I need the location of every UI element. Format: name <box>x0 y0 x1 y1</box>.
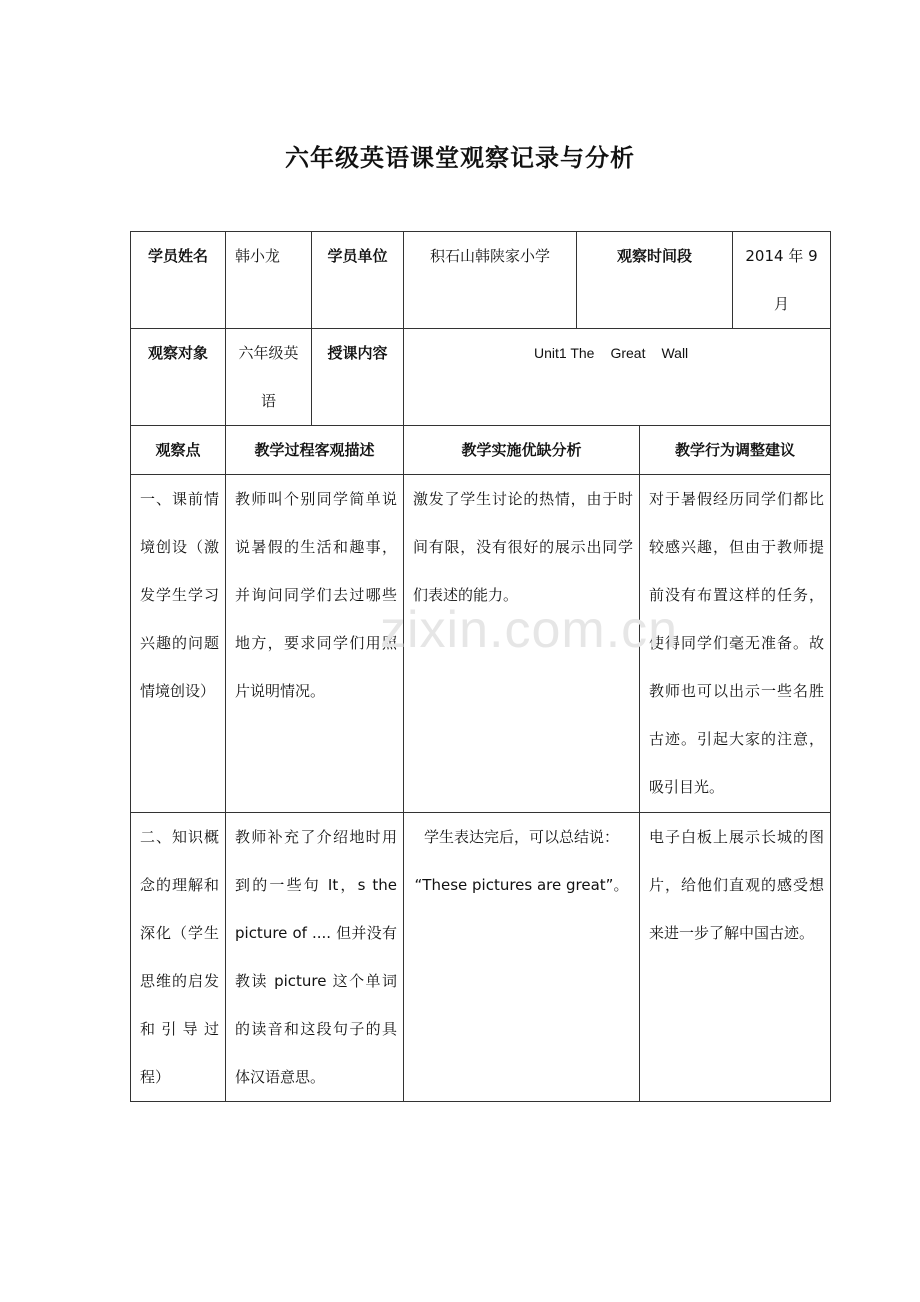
object-value: 六年级英语 <box>226 329 312 426</box>
info-row-1 <box>131 232 831 329</box>
period-label: 观察时间段 <box>577 232 733 329</box>
content-value <box>404 329 831 426</box>
table-row <box>131 813 831 1102</box>
watermark: zixin.com.cn <box>380 601 679 659</box>
content-part-3: Wall <box>661 345 689 361</box>
info-row-2 <box>131 329 831 426</box>
col-header-description: 教学过程客观描述 <box>226 426 404 475</box>
unit-label: 学员单位 <box>312 232 404 329</box>
row1-point: 一、课前情境创设（激发学生学习兴趣的问题情境创设） <box>131 475 226 813</box>
row2-analysis-line2: “These pictures are great”。 <box>414 876 629 894</box>
object-label: 观察对象 <box>131 329 226 426</box>
row2-analysis <box>404 813 640 1102</box>
col-header-point: 观察点 <box>131 426 226 475</box>
row1-description: 教师叫个别同学简单说说暑假的生活和趣事，并询问同学们去过哪些地方，要求同学们用照片说明情况。 <box>226 475 404 813</box>
unit-value: 积石山韩陕家小学 <box>404 232 577 329</box>
row1-suggestion: 对于暑假经历同学们都比较感兴趣，但由于教师提前没有布置这样的任务，使得同学们毫无准备。故教师也可以出示一些名胜古迹。引起大家的注意，吸引目光。 <box>640 475 831 813</box>
trainee-name-label: 学员姓名 <box>131 232 226 329</box>
row2-point: 二、知识概念的理解和深化（学生思维的启发和引导过程） <box>131 813 226 1102</box>
trainee-name-value: 韩小龙 <box>226 232 312 329</box>
row1-analysis: 激发了学生讨论的热情，由于时间有限，没有很好的展示出同学们表述的能力。 <box>404 475 640 813</box>
document-title: 六年级英语课堂观察记录与分析 <box>285 144 635 172</box>
period-value: 2014 年 9 月 <box>733 232 831 329</box>
content-label: 授课内容 <box>312 329 404 426</box>
table-row <box>131 475 831 813</box>
col-header-analysis: 教学实施优缺分析 <box>404 426 640 475</box>
column-header-row <box>131 426 831 475</box>
row2-suggestion: 电子白板上展示长城的图片，给他们直观的感受想来进一步了解中国古迹。 <box>640 813 831 1102</box>
row2-description: 教师补充了介绍地时用到的一些句 It，s the picture of .... 但并没有教读 picture 这个单词的读音和这段句子的具体汉语意思。 <box>226 813 404 1102</box>
col-header-suggestion: 教学行为调整建议 <box>640 426 831 475</box>
content-part-2: Great <box>610 345 646 361</box>
observation-table <box>130 231 831 1102</box>
content-part-1: Unit1 The <box>534 345 595 361</box>
row2-analysis-line1: 学生表达完后，可以总结说： <box>423 828 619 846</box>
